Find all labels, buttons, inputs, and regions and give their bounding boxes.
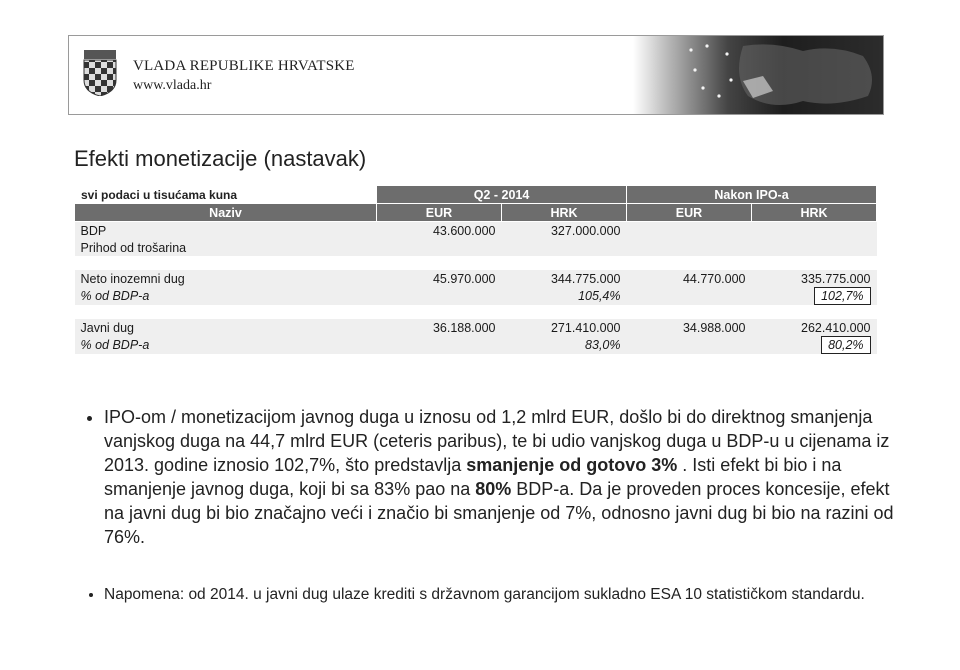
cell: 335.775.000 [752,270,877,287]
cell-value: 80,2% [821,336,870,354]
europe-map-banner [633,36,883,115]
cell: 105,4% [502,287,627,305]
table-row [75,222,877,240]
bullet-text: BDP-a. Da je proveden proces koncesije, efekt na javni dug bi bio značajno veći i značio bi smanjenje od 7%, odnosno javni dug bi bio na razini od 76%. [104,479,894,547]
cell: 34.988.000 [627,319,752,336]
cell [752,222,877,240]
cell: 262.410.000 [752,319,877,336]
header-banner [68,35,884,115]
cell [627,239,752,256]
cell: 327.000.000 [502,222,627,240]
currency-header: EUR [627,204,752,222]
currency-header: HRK [752,204,877,222]
name-column-header: Naziv [75,204,377,222]
table-row [75,239,877,256]
row-label: Prihod od trošarina [75,239,377,256]
bullet-text: . Isti efekt bi bio i na smanjenje javnog duga, koji bi sa 83% pao na [104,455,842,499]
cell [502,239,627,256]
row-label: Neto inozemni dug [75,270,377,287]
row-label: % od BDP-a [75,336,377,354]
cell: 344.775.000 [502,270,627,287]
org-name: VLADA REPUBLIKE HRVATSKE [133,58,355,74]
bullet-emphasis: smanjenje od gotovo 3% [466,455,678,475]
table-row [75,270,877,287]
cell: 45.970.000 [377,270,502,287]
table-row [75,287,877,305]
data-table [74,185,877,354]
group-header: Q2 - 2014 [377,186,627,204]
row-label: BDP [75,222,377,240]
cell [627,287,752,305]
cell [627,222,752,240]
bullet-main [104,405,894,549]
cell-value: 102,7% [814,287,870,305]
star-icon [689,44,732,97]
cell: 44.770.000 [627,270,752,287]
cell [627,336,752,354]
highlighted-cell [752,287,877,305]
row-label: % od BDP-a [75,287,377,305]
cell [752,239,877,256]
cell: 271.410.000 [502,319,627,336]
bullet-list [76,405,894,641]
table-row [75,319,877,336]
cell: 83,0% [502,336,627,354]
table-note: svi podaci u tisućama kuna [75,186,377,204]
bullet-emphasis: 80% [475,479,512,499]
cell [377,336,502,354]
cell [377,239,502,256]
table-group-header-row [75,186,877,204]
table-row [75,336,877,354]
bullet-note: • Napomena: od 2014. u javni dug ulaze krediti s državnom garancijom sukladno ESA 10 statističkom standardu. [104,585,894,605]
coat-of-arms-icon [83,50,117,96]
cell [377,287,502,305]
table-column-header-row [75,204,877,222]
org-website: www.vlada.hr [133,78,212,93]
slide-title: Efekti monetizacije (nastavak) [74,146,367,171]
group-header: Nakon IPO-a [627,186,877,204]
row-label: Javni dug [75,319,377,336]
currency-header: HRK [502,204,627,222]
cell: 43.600.000 [377,222,502,240]
cell: 36.188.000 [377,319,502,336]
currency-header: EUR [377,204,502,222]
bullet-text: IPO-om / monetizacijom javnog duga u iznosu od 1,2 mlrd EUR, došlo bi do direktnog smanjenja vanjskog duga na 44,7 mlrd EUR (ceteris paribus), te bi udio vanjskog duga u BDP-u u cijenama iz 2013. godine iznosio 102,7%, što predstavlja [104,407,890,475]
highlighted-cell [752,336,877,354]
